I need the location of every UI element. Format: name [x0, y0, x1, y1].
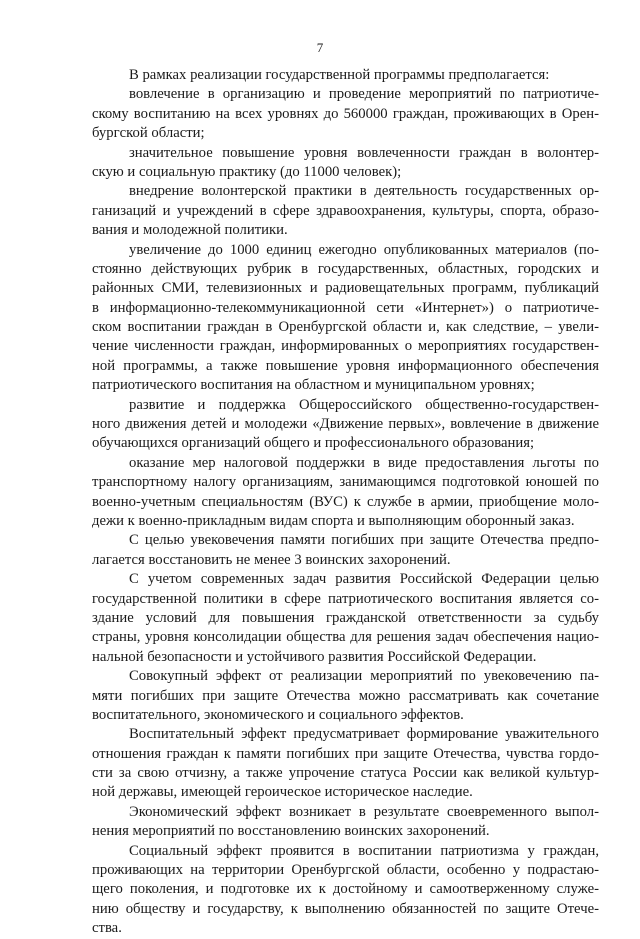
- paragraph: [92, 454, 599, 532]
- paragraph: [92, 570, 599, 667]
- paragraph-line: чение численности граждан, информированных о мероприятиях государствен-: [92, 338, 599, 355]
- paragraph: [92, 531, 599, 570]
- paragraph-line: районных СМИ, телевизионных и радиовещательных программ, публикаций: [92, 280, 599, 297]
- paragraph: [92, 85, 599, 143]
- paragraph-line: воспитательного, экономического и социального эффектов.: [92, 706, 464, 723]
- paragraph: [92, 144, 599, 183]
- paragraph-line: обучающихся организаций общего и профессионального образования;: [92, 435, 535, 452]
- paragraph-line: патриотического воспитания на областном и муниципальном уровнях;: [92, 377, 535, 394]
- paragraph-line: ной программы, а также повышение уровня информационного обеспечения: [92, 357, 599, 374]
- paragraph-line: отношения граждан к памяти погибших при защите Отечества, чувства гордо-: [92, 745, 599, 762]
- paragraph: [92, 66, 599, 85]
- document-body: [92, 66, 599, 939]
- paragraph: [92, 396, 599, 454]
- paragraph-line: нальной безопасности и устойчивого развития Российской Федерации.: [92, 648, 537, 665]
- paragraph-line: ной державы, имеющей героическое историческое наследие.: [92, 784, 473, 801]
- paragraph-line: С целью увековечения памяти погибших при защите Отечества предпо-: [129, 532, 599, 549]
- paragraph-line: Социальный эффект проявится в воспитании патриотизма у граждан,: [129, 842, 599, 859]
- paragraph-line: ства.: [92, 920, 122, 937]
- paragraph-line: скому воспитанию на всех уровнях до 560000 граждан, проживающих в Орен-: [92, 105, 599, 122]
- paragraph-line: В рамках реализации государственной программы предполагается:: [129, 67, 550, 83]
- paragraph-line: увеличение до 1000 единиц ежегодно опубликованных материалов (по-: [129, 241, 599, 258]
- page-number: 7: [316, 40, 324, 55]
- paragraph-line: ском воспитании граждан в Оренбургской области и, как следствие, – увели-: [92, 319, 599, 336]
- paragraph-line: в информационно-телекоммуникационной сети «Интернет») о патриотиче-: [92, 299, 599, 316]
- paragraph-line: С учетом современных задач развития Российской Федерации целью: [129, 571, 599, 588]
- paragraph-line: страны, уровня консолидации общества для решения задач обеспечения нацио-: [92, 629, 599, 646]
- paragraph-line: оказание мер налоговой поддержки в виде предоставления льготы по: [129, 454, 599, 471]
- paragraph-line: нения мероприятий по восстановлению воинских захоронений.: [92, 823, 490, 840]
- paragraph: [92, 667, 599, 725]
- paragraph-line: лагается восстановить не менее 3 воинских захоронений.: [92, 551, 451, 568]
- paragraph-line: развитие и поддержка Общероссийского общественно-государствен-: [129, 396, 599, 413]
- paragraph-line: мяти погибших при защите Отечества можно рассматривать как сочетание: [92, 687, 599, 704]
- paragraph-line: бургской области;: [92, 125, 205, 142]
- paragraph-line: военно-учетным специальностям (ВУС) к службе в армии, приобщение моло-: [92, 493, 599, 510]
- paragraph-line: щего поколения, и подготовке их к достойному и самоотверженному служе-: [92, 881, 599, 898]
- paragraph-line: транспортному налогу организациям, занимающимся подготовкой юношей по: [92, 474, 599, 491]
- paragraph-line: Совокупный эффект от реализации мероприятий по увековечению па-: [129, 668, 599, 685]
- paragraph-line: вания и молодежной политики.: [92, 222, 288, 239]
- paragraph-line: сти за свою отчизну, а также упрочение статуса России как великой культур-: [92, 765, 599, 782]
- paragraph: [92, 803, 599, 842]
- paragraph-line: значительное повышение уровня вовлеченности граждан в волонтер-: [129, 144, 599, 161]
- paragraph: [92, 182, 599, 240]
- paragraph-line: вовлечение в организацию и проведение мероприятий по патриотиче-: [129, 86, 599, 103]
- paragraph: [92, 842, 599, 939]
- paragraph-line: нию обществу и государству, к выполнению обязанностей по защите Отече-: [92, 900, 599, 917]
- paragraph-line: здание условий для повышения гражданской ответственности за судьбу: [92, 609, 599, 626]
- paragraph: [92, 725, 599, 803]
- paragraph-line: скую и социальную практику (до 11000 человек);: [92, 163, 402, 180]
- paragraph-line: государственной политики в сфере патриотического воспитания является со-: [92, 590, 599, 607]
- paragraph-line: ного движения детей и молодежи «Движение первых», вовлечение в движение: [92, 416, 599, 433]
- paragraph-line: стоянно действующих рубрик в государственных, областных, городских и: [92, 260, 599, 277]
- paragraph-line: дежи к военно-прикладным видам спорта и выполняющим оборонный заказ.: [92, 512, 575, 529]
- paragraph: [92, 241, 599, 396]
- paragraph-line: проживающих на территории Оренбургской области, особенно у подрастаю-: [92, 862, 599, 879]
- paragraph-line: Воспитательный эффект предусматривает формирование уважительного: [129, 726, 599, 743]
- paragraph-line: внедрение волонтерской практики в деятельность государственных ор-: [129, 183, 599, 200]
- paragraph-line: ганизаций и учреждений в сфере здравоохранения, культуры, спорта, образо-: [92, 202, 599, 219]
- paragraph-line: Экономический эффект возникает в результате своевременного выпол-: [129, 803, 599, 820]
